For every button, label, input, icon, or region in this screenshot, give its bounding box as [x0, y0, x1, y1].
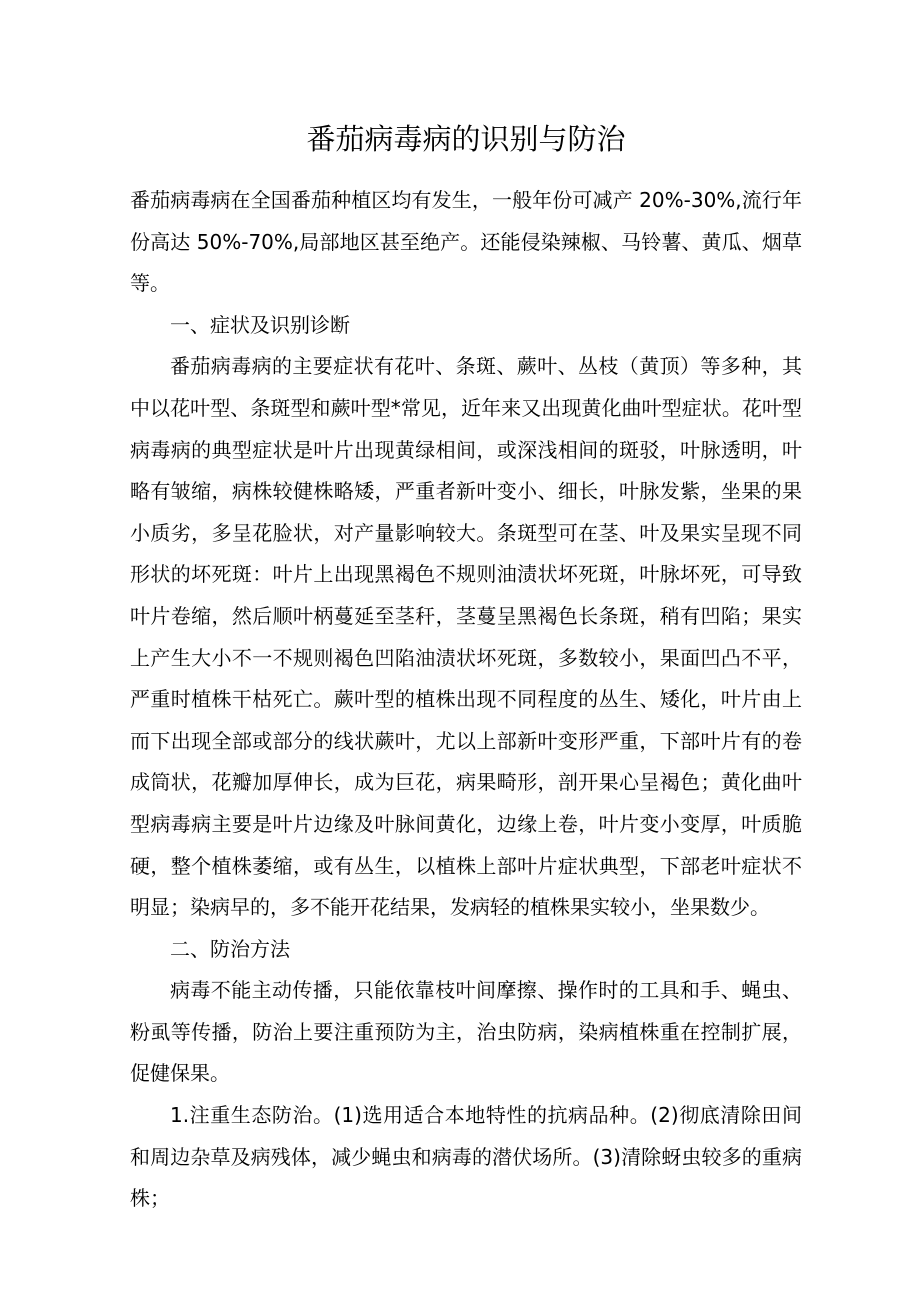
- section1-body-paragraph: 番茄病毒病的主要症状有花叶、条斑、蕨叶、丛枝（黄顶）等多种，其中以花叶型、条斑型和蕨叶型*常见，近年来又出现黄化曲叶型症状。花叶型病毒病的典型症状是叶片出现黄绿相间，或深浅相间的斑驳，叶脉透明，叶略有皱缩，病株较健株略矮，严重者新叶变小、细长，叶脉发紫，坐果的果小质劣，多呈花脸状，对产量影响较大。条斑型可在茎、叶及果实呈现不同形状的坏死斑：叶片上出现黑褐色不规则油渍状坏死斑，叶脉坏死，可导致叶片卷缩，然后顺叶柄蔓延至茎秆，茎蔓呈黑褐色长条斑，稍有凹陷；果实上产生大小不一不规则褐色凹陷油渍状坏死斑，多数较小，果面凹凸不平，严重时植株干枯死亡。蕨叶型的植株出现不同程度的丛生、矮化，叶片由上而下出现全部或部分的线状蕨叶，尤以上部新叶变形严重，下部叶片有的卷成筒状，花瓣加厚伸长，成为巨花，病果畸形，剖开果心呈褐色；黄化曲叶型病毒病主要是叶片边缘及叶脉间黄化，边缘上卷，叶片变小变厚，叶质脆硬，整个植株萎缩，或有丛生，以植株上部叶片症状典型，下部老叶症状不明显；染病早的，多不能开花结果，发病轻的植株果实较小，坐果数少。: [130, 354, 802, 920]
- section1-heading: 一、症状及识别诊断: [170, 312, 350, 337]
- document-body: [130, 180, 802, 1220]
- section2-item1-paragraph: 1.注重生态防治。(1)选用适合本地特性的抗病品种。(2)彻底清除田间和周边杂草及病残体，减少蝇虫和病毒的潜伏场所。(3)清除蚜虫较多的重病株；: [130, 1103, 802, 1211]
- intro-paragraph: 番茄病毒病在全国番茄种植区均有发生，一般年份可减产 20%-30%,流行年份高达 50%-70%,局部地区甚至绝产。还能侵染辣椒、马铃薯、黄瓜、烟草等。: [130, 188, 802, 296]
- section2-heading: 二、防治方法: [170, 936, 290, 961]
- document-title: 番茄病毒病的识别与防治: [306, 122, 626, 156]
- section2-body-paragraph: 病毒不能主动传播，只能依靠枝叶间摩擦、操作时的工具和手、蝇虫、粉虱等传播，防治上要注重预防为主，治虫防病，染病植株重在控制扩展，促健保果。: [130, 978, 802, 1086]
